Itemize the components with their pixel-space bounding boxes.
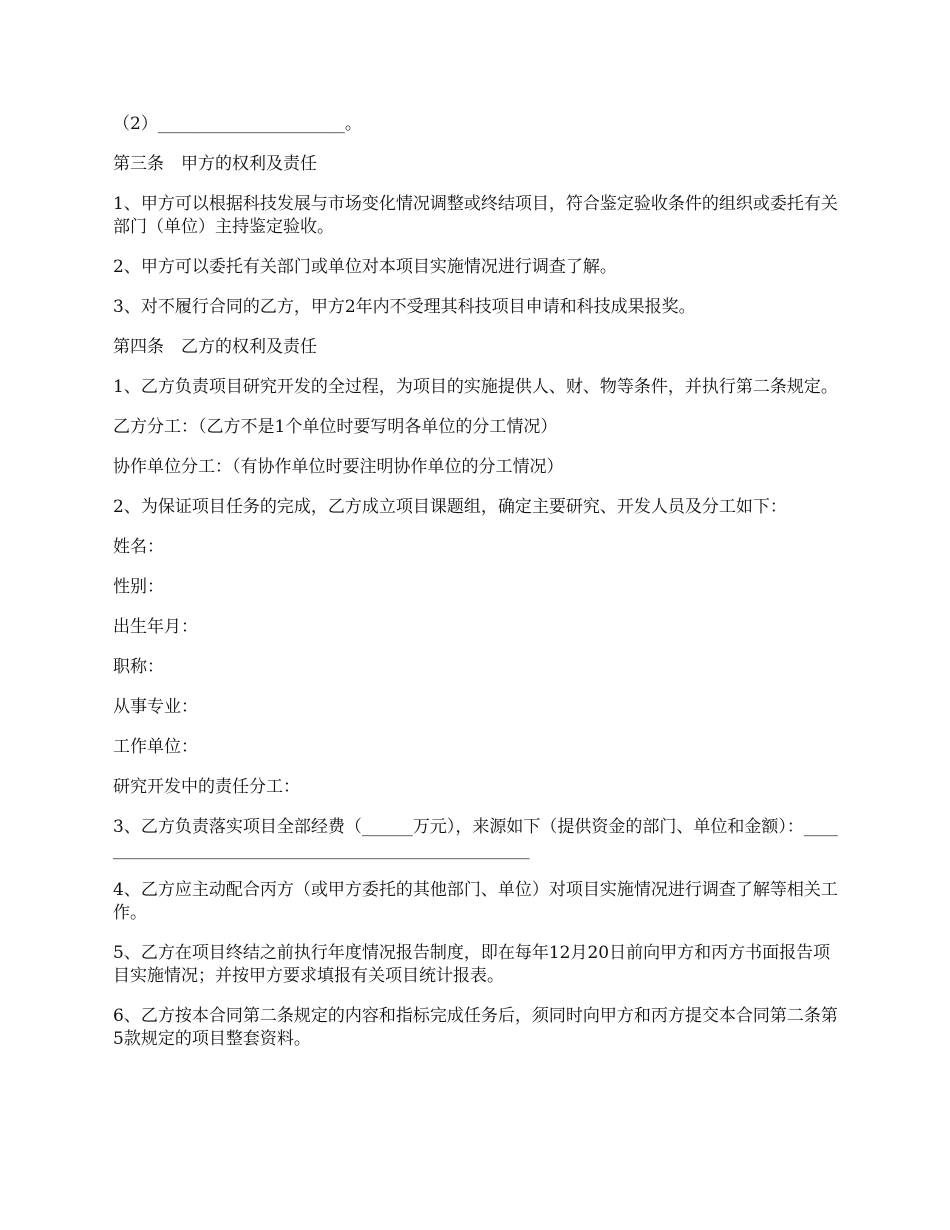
article-4-heading: 第四条 乙方的权利及责任 [113,337,317,357]
field-employer: 工作单位： [113,737,198,757]
field-title: 职称： [113,657,164,677]
blank-line-item-2: （2）______________________。 [113,114,362,134]
field-responsibility: 研究开发中的责任分工： [113,777,300,797]
field-gender: 性别： [113,577,164,597]
article-4-clause-5: 5、乙方在项目终结之前执行年度情况报告制度，即在每年12月20日前向甲方和丙方书面报告项目实施情况；并按甲方要求填报有关项目统计报表。 [113,943,831,986]
field-birth-date: 出生年月： [113,617,198,637]
article-4-clause-3: 3、乙方负责落实项目全部经费（______万元），来源如下（提供资金的部门、单位和金额）：_____________________________________________________ [113,817,838,860]
article-4-clause-6: 6、乙方按本合同第二条规定的内容和指标完成任务后，须同时向甲方和丙方提交本合同第二条第5款规定的项目整套资料。 [113,1006,838,1049]
article-4-clause-4: 4、乙方应主动配合丙方（或甲方委托的其他部门、单位）对项目实施情况进行调查了解等相关工作。 [113,880,838,923]
field-specialty: 从事专业： [113,697,198,717]
article-3-heading: 第三条 甲方的权利及责任 [113,154,317,174]
article-4-clause-1: 1、乙方负责项目研究开发的全过程，为项目的实施提供人、财、物等条件，并执行第二条规定。 [113,377,838,397]
article-3-clause-2: 2、甲方可以委托有关部门或单位对本项目实施情况进行调查了解。 [113,257,617,277]
party-b-division: 乙方分工：（乙方不是1个单位时要写明各单位的分工情况） [113,417,558,437]
article-4-clause-2: 2、为保证项目任务的完成，乙方成立项目课题组，确定主要研究、开发人员及分工如下： [113,497,787,517]
article-3-clause-1: 1、甲方可以根据科技发展与市场变化情况调整或终结项目，符合鉴定验收条件的组织或委托有关部门（单位）主持鉴定验收。 [113,194,838,237]
partner-division: 协作单位分工：（有协作单位时要注明协作单位的分工情况） [113,457,564,477]
document-body [113,113,838,1068]
field-name: 姓名： [113,537,164,557]
article-3-clause-3: 3、对不履行合同的乙方，甲方2年内不受理其科技项目申请和科技成果报奖。 [113,297,696,317]
